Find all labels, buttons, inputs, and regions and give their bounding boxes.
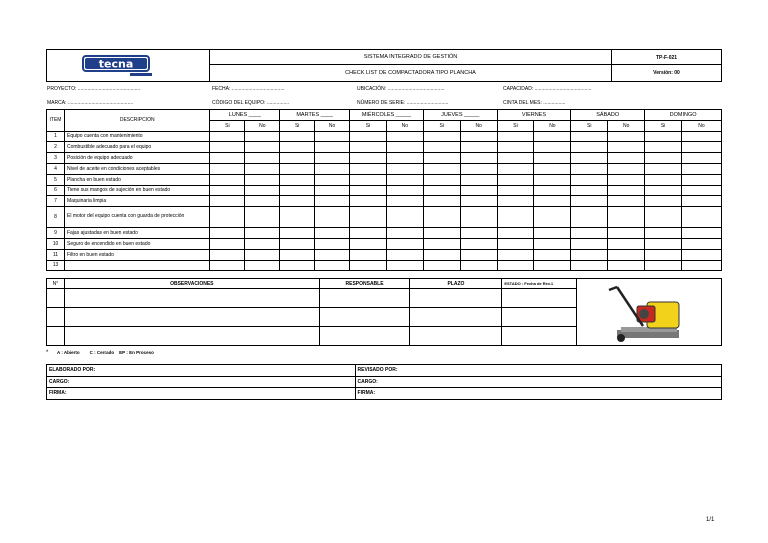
check-cell[interactable] [534,207,571,228]
check-cell[interactable] [534,174,571,185]
check-cell[interactable] [460,163,497,174]
check-cell[interactable] [571,249,608,260]
page-number: 1/1 [706,517,715,523]
check-cell[interactable] [280,249,315,260]
no-header: No [315,120,350,131]
check-cell[interactable] [682,131,722,142]
check-cell[interactable] [460,207,497,228]
check-cell[interactable] [497,153,534,164]
item-description: Nivel de aceite en condiciones aceptables [64,163,209,174]
check-cell[interactable] [245,153,280,164]
signatures-table [46,364,722,400]
check-cell[interactable] [210,131,245,142]
check-cell[interactable] [682,249,722,260]
no-header: No [245,120,280,131]
check-cell[interactable] [534,238,571,249]
check-cell[interactable] [245,163,280,174]
elaborado-label: ELABORADO POR: [47,365,356,377]
check-cell[interactable] [386,207,423,228]
check-cell[interactable] [608,196,645,207]
check-cell[interactable] [423,260,460,271]
check-cell[interactable] [534,131,571,142]
si-header: Si [280,120,315,131]
item-number: 13 [47,260,65,271]
check-cell[interactable] [386,131,423,142]
check-cell[interactable] [245,185,280,196]
table-row [47,196,722,207]
check-cell[interactable] [423,207,460,228]
check-cell[interactable] [210,196,245,207]
check-cell[interactable] [315,163,350,174]
check-cell[interactable] [245,228,280,239]
check-cell[interactable] [497,207,534,228]
check-cell[interactable] [315,185,350,196]
check-cell[interactable] [608,163,645,174]
check-cell[interactable] [534,196,571,207]
check-cell[interactable] [497,249,534,260]
check-cell[interactable] [280,238,315,249]
check-cell[interactable] [460,260,497,271]
cargo-label: CARGO: [355,376,721,388]
check-cell[interactable] [210,228,245,239]
check-cell[interactable] [571,131,608,142]
check-cell[interactable] [210,174,245,185]
check-cell[interactable] [423,228,460,239]
check-cell[interactable] [682,260,722,271]
check-cell[interactable] [386,249,423,260]
no-header: No [682,120,722,131]
check-cell[interactable] [245,142,280,153]
check-cell[interactable] [280,185,315,196]
check-cell[interactable] [210,153,245,164]
check-cell[interactable] [386,153,423,164]
checklist-table [46,109,722,271]
si-header: Si [423,120,460,131]
check-cell[interactable] [315,260,350,271]
check-cell[interactable] [315,131,350,142]
day-header: SÁBADO [571,110,645,121]
table-row [47,142,722,153]
check-cell[interactable] [645,249,682,260]
check-cell[interactable] [534,260,571,271]
check-cell[interactable] [350,207,387,228]
system-title: SISTEMA INTEGRADO DE GESTIÓN [363,54,458,60]
cinta-field: CINTA DEL MES: ................ [503,100,566,106]
si-header: Si [210,120,245,131]
check-cell[interactable] [280,153,315,164]
table-row [47,238,722,249]
check-cell[interactable] [682,238,722,249]
doc-code: TP-F-021 [655,55,678,61]
checklist-body [47,131,722,271]
check-cell[interactable] [645,238,682,249]
obs-cell[interactable] [319,308,410,327]
check-cell[interactable] [210,142,245,153]
day-header: JUEVES _____ [423,110,497,121]
machine-image-cell [577,279,722,346]
check-cell[interactable] [608,153,645,164]
plate-compactor-image [607,282,687,346]
check-cell[interactable] [423,238,460,249]
check-cell[interactable] [245,207,280,228]
check-cell[interactable] [682,207,722,228]
check-cell[interactable] [571,207,608,228]
item-description: Equipo cuenta con mantenimiento [64,131,209,142]
table-row [47,228,722,239]
check-cell[interactable] [245,249,280,260]
table-row [47,163,722,174]
check-cell[interactable] [608,131,645,142]
obs-cell[interactable] [64,327,319,346]
check-cell[interactable] [460,249,497,260]
si-header: Si [645,120,682,131]
check-cell[interactable] [280,228,315,239]
item-description: Seguro de encendido en buen estado [64,238,209,249]
check-cell[interactable] [350,249,387,260]
check-cell[interactable] [315,142,350,153]
obs-cell[interactable] [410,327,502,346]
obs-cell[interactable] [64,308,319,327]
check-cell[interactable] [280,260,315,271]
obs-cell[interactable] [47,308,65,327]
item-description: Posición de equipo adecuado [64,153,209,164]
check-cell[interactable] [608,174,645,185]
check-cell[interactable] [497,163,534,174]
check-cell[interactable] [210,185,245,196]
item-description: El motor del equipo cuenta con guarda de protección [64,207,209,228]
status-legend: A : Abierto C : Cerrado EP : En Proceso [57,350,154,355]
check-cell[interactable] [534,163,571,174]
item-description: Tiene sus mangos de sujeción en buen estado [64,185,209,196]
check-cell[interactable] [608,142,645,153]
obs-cell[interactable] [64,289,319,308]
check-cell[interactable] [386,238,423,249]
check-cell[interactable] [571,185,608,196]
item-number: 4 [47,163,65,174]
check-cell[interactable] [386,260,423,271]
check-cell[interactable] [460,131,497,142]
check-cell[interactable] [460,142,497,153]
check-cell[interactable] [386,228,423,239]
check-cell[interactable] [280,142,315,153]
check-cell[interactable] [608,207,645,228]
estado-header: ESTADO : Fecha de Rev.1 [502,279,577,289]
fecha-field: FECHA: ...................................... [212,86,285,92]
check-cell[interactable] [350,131,387,142]
check-cell[interactable] [534,142,571,153]
check-cell[interactable] [280,207,315,228]
check-cell[interactable] [571,142,608,153]
no-header: No [534,120,571,131]
check-cell[interactable] [571,174,608,185]
check-cell[interactable] [682,185,722,196]
check-cell[interactable] [350,196,387,207]
check-cell[interactable] [245,260,280,271]
check-cell[interactable] [350,228,387,239]
obs-cell[interactable] [319,289,410,308]
check-cell[interactable] [315,228,350,239]
table-row [47,185,722,196]
day-header: VIERNES [497,110,571,121]
day-header: DOMINGO [645,110,722,121]
check-cell[interactable] [350,153,387,164]
check-cell[interactable] [423,174,460,185]
check-cell[interactable] [245,131,280,142]
table-row [47,153,722,164]
check-cell[interactable] [645,163,682,174]
check-cell[interactable] [460,196,497,207]
check-cell[interactable] [245,174,280,185]
version: Versión: 00 [653,70,680,76]
check-cell[interactable] [682,174,722,185]
obs-cell[interactable] [410,308,502,327]
legend-star: * [46,350,49,356]
no-header: No [460,120,497,131]
check-cell[interactable] [210,260,245,271]
check-cell[interactable] [386,174,423,185]
item-description: Filtro en buen estado [64,249,209,260]
item-number: 6 [47,185,65,196]
firma-label: FIRMA: [47,388,356,400]
check-cell[interactable] [682,196,722,207]
check-cell[interactable] [350,174,387,185]
check-cell[interactable] [386,163,423,174]
logo [82,53,160,79]
codigo-field: CÓDIGO DEL EQUIPO: ................ [212,100,290,106]
check-cell[interactable] [645,207,682,228]
check-cell[interactable] [608,238,645,249]
item-description: Maquinaria limpia [64,196,209,207]
item-number: 3 [47,153,65,164]
desc-header: DESCRIPCION [64,110,209,132]
item-number: 1 [47,131,65,142]
observations-table [46,278,722,346]
firma-label: FIRMA: [355,388,721,400]
check-cell[interactable] [460,228,497,239]
check-cell[interactable] [682,153,722,164]
item-header: ITEM [47,110,65,132]
item-number: 7 [47,196,65,207]
table-row [47,174,722,185]
cargo-label: CARGO: [47,376,356,388]
check-cell[interactable] [497,174,534,185]
check-cell[interactable] [682,228,722,239]
item-number: 8 [47,207,65,228]
day-header: LUNES ____ [210,110,280,121]
check-cell[interactable] [534,153,571,164]
item-description: Fajas ajustadas en buen estado [64,228,209,239]
check-cell[interactable] [682,163,722,174]
check-cell[interactable] [386,142,423,153]
obs-header: OBSERVACIONES [64,279,319,289]
check-cell[interactable] [423,185,460,196]
check-cell[interactable] [386,185,423,196]
check-cell[interactable] [645,153,682,164]
responsable-header: RESPONSABLE [319,279,410,289]
item-number: 10 [47,238,65,249]
day-header: MIÉRCOLES _____ [350,110,424,121]
check-cell[interactable] [645,196,682,207]
check-cell[interactable] [608,249,645,260]
check-cell[interactable] [460,174,497,185]
check-cell[interactable] [571,153,608,164]
si-header: Si [497,120,534,131]
obs-n-header: N° [47,279,65,289]
obs-cell[interactable] [47,327,65,346]
check-cell[interactable] [571,163,608,174]
check-cell[interactable] [534,185,571,196]
check-cell[interactable] [608,260,645,271]
check-cell[interactable] [460,153,497,164]
check-cell[interactable] [280,131,315,142]
check-cell[interactable] [645,142,682,153]
serie-field: NÚMERO DE SERIE: .............................. [357,100,449,106]
check-cell[interactable] [682,142,722,153]
check-cell[interactable] [423,196,460,207]
check-cell[interactable] [645,185,682,196]
item-number: 2 [47,142,65,153]
item-description: Combustible adecuado para el equipo [64,142,209,153]
obs-cell[interactable] [319,327,410,346]
check-cell[interactable] [645,174,682,185]
check-cell[interactable] [245,238,280,249]
item-description: Plancha en buen estado [64,174,209,185]
tecna-logo-icon [82,53,160,79]
check-cell[interactable] [497,185,534,196]
check-cell[interactable] [280,196,315,207]
check-cell[interactable] [315,174,350,185]
check-cell[interactable] [571,238,608,249]
table-row [47,131,722,142]
checklist-title: CHECK LIST DE COMPACTADORA TIPO PLANCHA [345,70,476,76]
check-cell[interactable] [423,163,460,174]
check-cell[interactable] [645,228,682,239]
check-cell[interactable] [350,185,387,196]
svg-text:tecna: tecna [98,57,134,71]
revisado-label: REVISADO POR: [355,365,721,377]
check-cell[interactable] [571,196,608,207]
check-cell[interactable] [460,185,497,196]
check-cell[interactable] [210,163,245,174]
capacidad-field: CAPACIDAD: ......................................... [503,86,592,92]
item-number: 11 [47,249,65,260]
check-cell[interactable] [497,260,534,271]
check-cell[interactable] [497,142,534,153]
check-cell[interactable] [497,196,534,207]
check-cell[interactable] [280,174,315,185]
table-row [47,207,722,228]
check-cell[interactable] [350,260,387,271]
check-cell[interactable] [423,142,460,153]
ubicacion-field: UBICACIÓN: ......................................... [357,86,445,92]
check-cell[interactable] [423,131,460,142]
table-row [47,260,722,271]
check-cell[interactable] [460,238,497,249]
check-cell[interactable] [645,131,682,142]
check-cell[interactable] [210,207,245,228]
no-header: No [386,120,423,131]
check-cell[interactable] [210,238,245,249]
check-cell[interactable] [245,196,280,207]
check-cell[interactable] [315,207,350,228]
si-header: Si [571,120,608,131]
check-cell[interactable] [608,228,645,239]
check-cell[interactable] [423,249,460,260]
item-description [64,260,209,271]
obs-cell[interactable] [502,308,577,327]
check-cell[interactable] [315,196,350,207]
item-number: 9 [47,228,65,239]
si-header: Si [350,120,387,131]
check-cell[interactable] [534,228,571,239]
check-cell[interactable] [350,238,387,249]
obs-cell[interactable] [47,289,65,308]
check-cell[interactable] [534,249,571,260]
proyecto-field: PROYECTO: ............................................. [47,86,141,92]
check-cell[interactable] [497,131,534,142]
check-cell[interactable] [645,260,682,271]
obs-cell[interactable] [502,289,577,308]
obs-cell[interactable] [410,289,502,308]
plazo-header: PLAZO [410,279,502,289]
check-cell[interactable] [497,228,534,239]
check-cell[interactable] [315,249,350,260]
marca-field: MARCA: ............................................... [47,100,134,106]
check-cell[interactable] [350,142,387,153]
check-cell[interactable] [571,228,608,239]
check-cell[interactable] [210,249,245,260]
check-cell[interactable] [315,153,350,164]
check-cell[interactable] [497,238,534,249]
check-cell[interactable] [386,196,423,207]
table-row [47,249,722,260]
check-cell[interactable] [280,163,315,174]
check-cell[interactable] [608,185,645,196]
check-cell[interactable] [571,260,608,271]
no-header: No [608,120,645,131]
day-header: MARTES ____ [280,110,350,121]
check-cell[interactable] [350,163,387,174]
check-cell[interactable] [423,153,460,164]
obs-cell[interactable] [502,327,577,346]
check-cell[interactable] [315,238,350,249]
item-number: 5 [47,174,65,185]
